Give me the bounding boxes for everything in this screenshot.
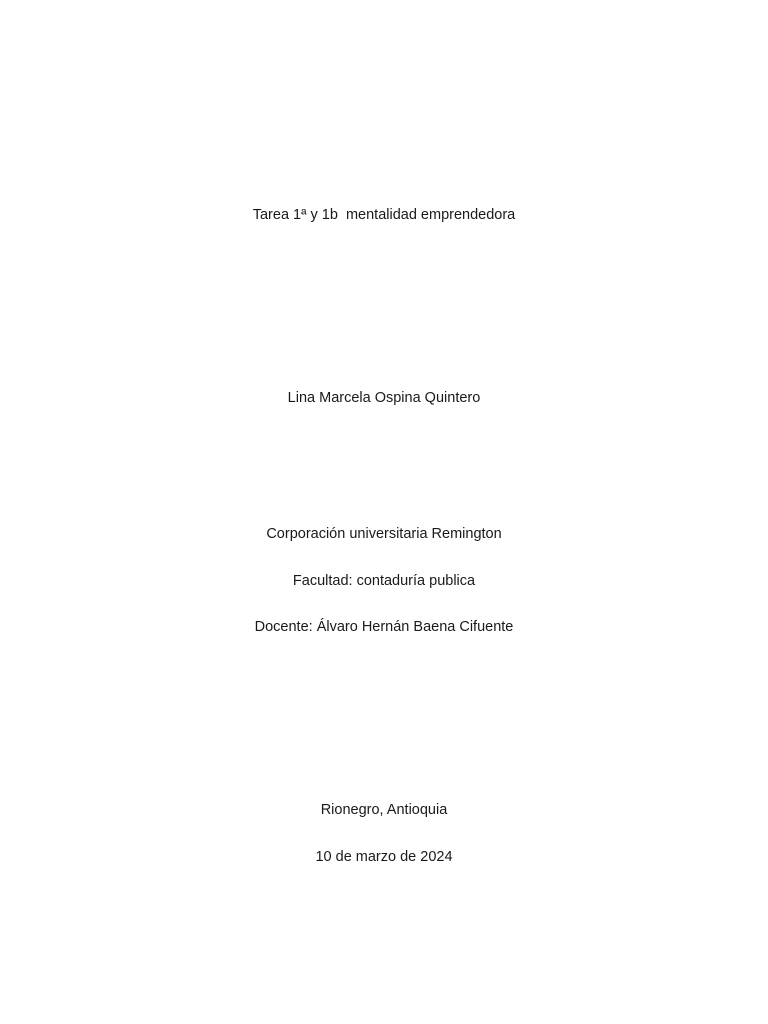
city-location: Rionegro, Antioquia <box>320 802 448 818</box>
author-name: Lina Marcela Ospina Quintero <box>287 390 481 406</box>
faculty-name: Facultad: contaduría publica <box>292 573 476 589</box>
document-date: 10 de marzo de 2024 <box>315 849 453 865</box>
teacher-name: Docente: Álvaro Hernán Baena Cifuente <box>254 619 514 635</box>
document-title: Tarea 1ª y 1b mentalidad emprendedora <box>252 207 516 223</box>
institution-name: Corporación universitaria Remington <box>266 526 502 542</box>
